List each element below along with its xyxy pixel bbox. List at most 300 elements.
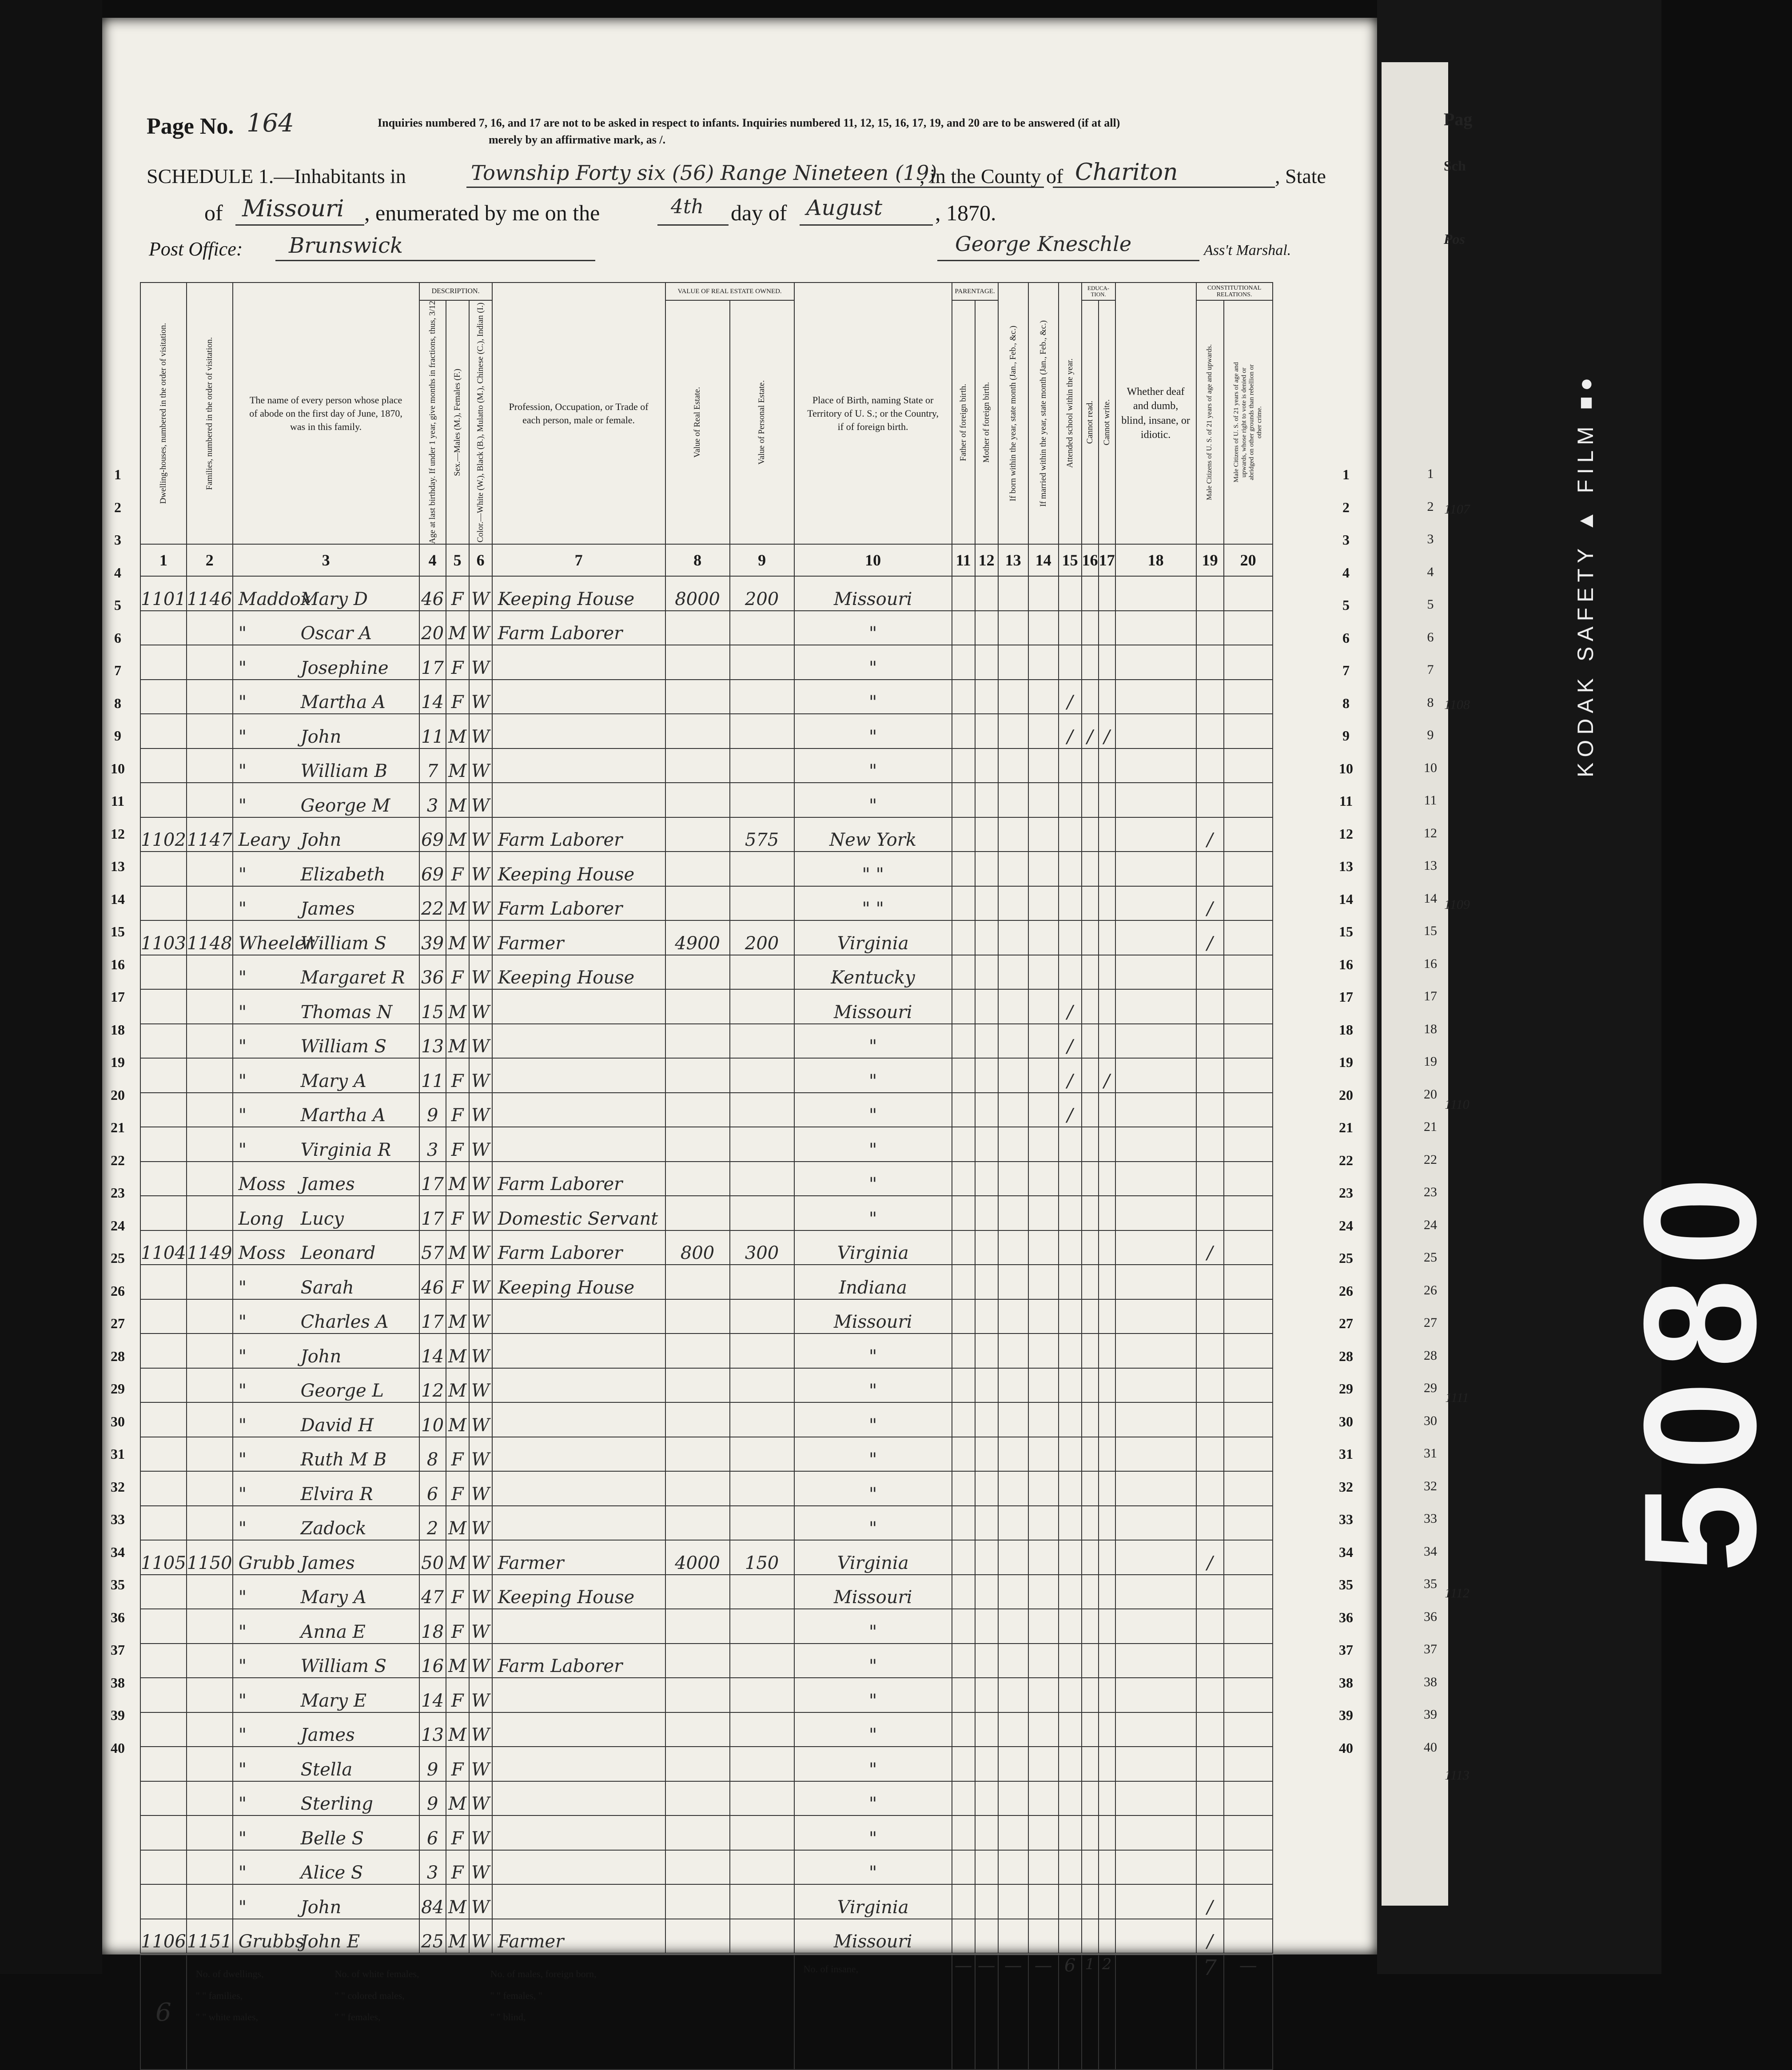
person-name <box>233 852 419 886</box>
enumeration-year: , 1870. <box>935 200 996 225</box>
color: W <box>469 1471 492 1506</box>
occupation <box>492 1334 665 1368</box>
father-foreign <box>952 1334 975 1368</box>
table-row <box>140 989 1273 1024</box>
real-estate-value <box>665 1781 730 1816</box>
sex: F <box>446 576 469 611</box>
cannot-read <box>1082 1884 1099 1919</box>
occupation <box>492 1609 665 1644</box>
attended-school <box>1059 1265 1082 1299</box>
birthplace: " <box>794 611 952 645</box>
cannot-write <box>1099 645 1115 680</box>
sex: F <box>446 852 469 886</box>
occupation: Farm Laborer <box>492 1162 665 1196</box>
color: W <box>469 1540 492 1575</box>
surname: " <box>238 623 247 644</box>
color: W <box>469 1712 492 1747</box>
age: 17 <box>419 645 446 680</box>
table-row <box>140 852 1273 886</box>
family-number <box>187 1368 233 1403</box>
father-foreign <box>952 1884 975 1919</box>
male-citizen <box>1196 576 1224 611</box>
line-number: 11 <box>1339 793 1353 809</box>
father-foreign <box>952 1609 975 1644</box>
vote-denied <box>1224 1644 1273 1678</box>
personal-estate-value <box>730 1644 794 1678</box>
married-month <box>1028 680 1059 714</box>
deaf-blind <box>1115 1678 1196 1712</box>
line-number: 34 <box>111 1544 125 1560</box>
born-month <box>998 1437 1028 1472</box>
occupation <box>492 1884 665 1919</box>
kodak-film-imprint: KODAK SAFETY ▲ FILM ■● <box>1573 372 1598 777</box>
born-month <box>998 817 1028 852</box>
vote-denied <box>1224 680 1273 714</box>
adjacent-line-number: 13 <box>1424 858 1437 873</box>
age: 84 <box>419 1884 446 1919</box>
given-name: William B <box>300 761 388 782</box>
person-name <box>233 1058 419 1093</box>
real-estate-value <box>665 1162 730 1196</box>
cannot-write <box>1099 920 1115 955</box>
occupation <box>492 1747 665 1781</box>
line-number: 30 <box>1339 1413 1353 1429</box>
person-name <box>233 1230 419 1265</box>
deaf-blind <box>1115 1402 1196 1437</box>
age: 14 <box>419 680 446 714</box>
mother-foreign <box>975 1368 998 1403</box>
father-foreign <box>952 1850 975 1885</box>
dwelling-number <box>140 1471 187 1506</box>
table-row <box>140 611 1273 645</box>
birthplace: Virginia <box>794 1884 952 1919</box>
surname: Leary <box>238 830 290 851</box>
attended-school <box>1059 1437 1082 1472</box>
personal-estate-value <box>730 1334 794 1368</box>
color: W <box>469 1644 492 1678</box>
given-name: Anna E <box>300 1621 366 1642</box>
dwelling-number <box>140 1850 187 1885</box>
married-month <box>1028 1265 1059 1299</box>
cannot-read <box>1082 1230 1099 1265</box>
line-number: 5 <box>1342 597 1350 613</box>
vote-denied <box>1224 1093 1273 1127</box>
dwelling-number: 1101 <box>140 576 187 611</box>
of-label: of <box>204 200 223 225</box>
line-number: 8 <box>1342 695 1350 711</box>
occupation <box>492 748 665 783</box>
vote-denied <box>1224 1747 1273 1781</box>
given-name: Virginia R <box>300 1139 391 1160</box>
age: 57 <box>419 1230 446 1265</box>
vote-denied <box>1224 1196 1273 1230</box>
color: W <box>469 1506 492 1541</box>
dwelling-number: 1104 <box>140 1230 187 1265</box>
surname: Grubb <box>238 1552 295 1573</box>
dwelling-number <box>140 748 187 783</box>
married-month <box>1028 852 1059 886</box>
birthplace: " <box>794 1127 952 1162</box>
summary-tally-13: — <box>998 1954 1028 2070</box>
line-number: 7 <box>1342 662 1350 678</box>
cannot-write <box>1099 1334 1115 1368</box>
occupation: Farm Laborer <box>492 1230 665 1265</box>
vote-denied <box>1224 1299 1273 1334</box>
table-row <box>140 886 1273 921</box>
occupation: Farmer <box>492 1540 665 1575</box>
attended-school: / <box>1059 1058 1082 1093</box>
personal-estate-value <box>730 1024 794 1059</box>
father-foreign <box>952 1127 975 1162</box>
table-row <box>140 1196 1273 1230</box>
deaf-blind <box>1115 1850 1196 1885</box>
column-number: 3 <box>233 544 419 576</box>
age: 17 <box>419 1299 446 1334</box>
attended-school <box>1059 1299 1082 1334</box>
line-number: 7 <box>114 662 121 678</box>
vote-denied <box>1224 1884 1273 1919</box>
real-estate-value <box>665 1127 730 1162</box>
color: W <box>469 886 492 921</box>
surname: " <box>238 1725 247 1746</box>
given-name: John <box>300 1346 342 1367</box>
dwelling-number <box>140 1506 187 1541</box>
line-number: 9 <box>1342 728 1350 744</box>
father-foreign <box>952 1575 975 1609</box>
married-month <box>1028 645 1059 680</box>
line-number: 11 <box>111 793 125 809</box>
adjacent-line-number: 4 <box>1427 564 1434 579</box>
personal-estate-value <box>730 1058 794 1093</box>
adjacent-line-number: 25 <box>1424 1250 1437 1265</box>
family-number <box>187 783 233 817</box>
sex: M <box>446 1781 469 1816</box>
line-number: 26 <box>1339 1282 1353 1299</box>
cannot-write <box>1099 1127 1115 1162</box>
cannot-write <box>1099 1093 1115 1127</box>
male-citizen: / <box>1196 1230 1224 1265</box>
cannot-read <box>1082 1712 1099 1747</box>
real-estate-value <box>665 1196 730 1230</box>
vote-denied <box>1224 1506 1273 1541</box>
column-number: 13 <box>998 544 1028 576</box>
given-name: Sarah <box>300 1277 354 1298</box>
line-number: 23 <box>1339 1185 1353 1201</box>
sex: M <box>446 1919 469 1955</box>
line-number: 21 <box>1339 1119 1353 1135</box>
born-month <box>998 1368 1028 1403</box>
county-label: , in the County of <box>920 165 1063 187</box>
line-number: 1 <box>1342 466 1350 482</box>
age: 11 <box>419 714 446 748</box>
surname: " <box>238 864 247 885</box>
occupation <box>492 680 665 714</box>
adjacent-line-number: 30 <box>1424 1413 1437 1428</box>
male-citizen <box>1196 852 1224 886</box>
married-month <box>1028 1299 1059 1334</box>
vote-denied <box>1224 783 1273 817</box>
adjacent-line-number: 28 <box>1424 1348 1437 1363</box>
age: 25 <box>419 1919 446 1955</box>
color: W <box>469 1024 492 1059</box>
cannot-write <box>1099 852 1115 886</box>
cannot-write <box>1099 1471 1115 1506</box>
dwelling-number <box>140 1712 187 1747</box>
schedule-label: SCHEDULE 1.—Inhabitants in <box>147 165 406 187</box>
mother-foreign <box>975 1402 998 1437</box>
sex: M <box>446 1712 469 1747</box>
father-foreign <box>952 1712 975 1747</box>
vote-denied <box>1224 1127 1273 1162</box>
column-number: 17 <box>1099 544 1115 576</box>
sex: F <box>446 1850 469 1885</box>
cannot-write <box>1099 1747 1115 1781</box>
given-name: Elvira R <box>300 1484 373 1505</box>
line-number: 2 <box>114 499 121 515</box>
person-name <box>233 645 419 680</box>
born-month <box>998 1575 1028 1609</box>
personal-estate-value <box>730 886 794 921</box>
color: W <box>469 1162 492 1196</box>
married-month <box>1028 1575 1059 1609</box>
adjacent-line-number: 33 <box>1424 1511 1437 1526</box>
real-estate-value <box>665 645 730 680</box>
male-citizen <box>1196 1747 1224 1781</box>
sex: F <box>446 1093 469 1127</box>
adjacent-dwelling-number: 1111 <box>1445 1390 1469 1405</box>
sex: M <box>446 1540 469 1575</box>
vote-denied <box>1224 748 1273 783</box>
vote-denied <box>1224 1919 1273 1955</box>
cannot-write <box>1099 611 1115 645</box>
deaf-blind <box>1115 989 1196 1024</box>
given-name: Sterling <box>300 1794 373 1815</box>
column-number: 2 <box>187 544 233 576</box>
line-number: 32 <box>1339 1478 1353 1495</box>
line-number: 5 <box>114 597 121 613</box>
mother-foreign <box>975 852 998 886</box>
adjacent-schedule-label: Sch <box>1444 158 1466 174</box>
mother-foreign <box>975 1575 998 1609</box>
line-number: 12 <box>1339 825 1353 842</box>
person-name <box>233 1299 419 1334</box>
family-number <box>187 748 233 783</box>
male-citizen: / <box>1196 920 1224 955</box>
personal-estate-value <box>730 1162 794 1196</box>
column-number: 4 <box>419 544 446 576</box>
born-month <box>998 1162 1028 1196</box>
father-foreign <box>952 1024 975 1059</box>
married-month <box>1028 817 1059 852</box>
occupation <box>492 1093 665 1127</box>
birthplace: " <box>794 1712 952 1747</box>
attended-school <box>1059 1196 1082 1230</box>
color: W <box>469 611 492 645</box>
given-name: Thomas N <box>300 1002 393 1023</box>
born-month <box>998 1093 1028 1127</box>
real-estate-value <box>665 1299 730 1334</box>
real-estate-value <box>665 1402 730 1437</box>
attended-school <box>1059 748 1082 783</box>
cannot-write <box>1099 783 1115 817</box>
surname: " <box>238 967 247 988</box>
personal-estate-value <box>730 714 794 748</box>
color: W <box>469 1368 492 1403</box>
deaf-blind <box>1115 886 1196 921</box>
occupation: Farm Laborer <box>492 886 665 921</box>
line-number: 23 <box>111 1185 125 1201</box>
family-number <box>187 1402 233 1437</box>
table-row <box>140 1471 1273 1506</box>
male-citizen <box>1196 1162 1224 1196</box>
line-number: 34 <box>1339 1544 1353 1560</box>
mother-foreign <box>975 1196 998 1230</box>
surname: " <box>238 795 247 816</box>
vote-denied <box>1224 1815 1273 1850</box>
table-row <box>140 920 1273 955</box>
family-number <box>187 1575 233 1609</box>
personal-estate-value <box>730 989 794 1024</box>
mother-foreign <box>975 1058 998 1093</box>
line-number: 29 <box>111 1381 125 1397</box>
born-month <box>998 1230 1028 1265</box>
cannot-read <box>1082 1024 1099 1059</box>
cannot-read <box>1082 748 1099 783</box>
birthplace: " <box>794 1678 952 1712</box>
attended-school <box>1059 1884 1082 1919</box>
color: W <box>469 714 492 748</box>
given-name: George M <box>300 795 390 816</box>
color: W <box>469 1678 492 1712</box>
sex: F <box>446 1471 469 1506</box>
group-parentage: PARENTAGE. <box>952 283 998 300</box>
age: 50 <box>419 1540 446 1575</box>
surname: " <box>238 1518 247 1539</box>
dwelling-number <box>140 611 187 645</box>
attended-school <box>1059 1609 1082 1644</box>
mother-foreign <box>975 680 998 714</box>
color: W <box>469 748 492 783</box>
group-real-estate: VALUE OF REAL ESTATE OWNED. <box>665 283 794 300</box>
cannot-write <box>1099 1368 1115 1403</box>
real-estate-value <box>665 714 730 748</box>
married-month <box>1028 1471 1059 1506</box>
given-name: William S <box>300 1036 387 1057</box>
table-row <box>140 1644 1273 1678</box>
family-number <box>187 1334 233 1368</box>
surname: " <box>238 1105 247 1126</box>
real-estate-value: 800 <box>665 1230 730 1265</box>
column-number: 14 <box>1028 544 1059 576</box>
cannot-write <box>1099 1712 1115 1747</box>
mother-foreign <box>975 920 998 955</box>
married-month <box>1028 1850 1059 1885</box>
birthplace: " <box>794 1437 952 1472</box>
line-number: 14 <box>1339 891 1353 907</box>
occupation <box>492 1437 665 1472</box>
personal-estate-value <box>730 1747 794 1781</box>
sex: M <box>446 1644 469 1678</box>
given-name: Mary E <box>300 1690 367 1711</box>
sex: F <box>446 1127 469 1162</box>
adjacent-line-number: 2 <box>1427 499 1434 514</box>
cannot-read <box>1082 1644 1099 1678</box>
age: 9 <box>419 1747 446 1781</box>
cannot-write <box>1099 1265 1115 1299</box>
male-citizen: / <box>1196 886 1224 921</box>
birthplace: " <box>794 1471 952 1506</box>
color: W <box>469 1334 492 1368</box>
cannot-read <box>1082 1299 1099 1334</box>
vote-denied <box>1224 576 1273 611</box>
surname: " <box>238 1036 247 1057</box>
real-estate-value <box>665 1575 730 1609</box>
married-month <box>1028 1609 1059 1644</box>
personal-estate-value <box>730 611 794 645</box>
father-foreign <box>952 783 975 817</box>
day-of-label: day of <box>731 200 787 225</box>
vote-denied <box>1224 1024 1273 1059</box>
cannot-read <box>1082 1575 1099 1609</box>
sex: M <box>446 748 469 783</box>
marshal-signature: George Kneschle <box>955 232 1132 256</box>
column-number: 11 <box>952 544 975 576</box>
given-name: Martha A <box>300 692 386 713</box>
deaf-blind <box>1115 1368 1196 1403</box>
personal-estate-value <box>730 783 794 817</box>
born-month <box>998 920 1028 955</box>
vote-denied <box>1224 1230 1273 1265</box>
age: 69 <box>419 852 446 886</box>
sex: M <box>446 1884 469 1919</box>
reel-number: 5080 <box>1611 1163 1789 1572</box>
mother-foreign <box>975 1644 998 1678</box>
column-number: 8 <box>665 544 730 576</box>
line-number: 1 <box>114 466 121 482</box>
father-foreign <box>952 989 975 1024</box>
cannot-read <box>1082 989 1099 1024</box>
born-month <box>998 1299 1028 1334</box>
real-estate-value <box>665 1368 730 1403</box>
given-name: Elizabeth <box>300 864 386 885</box>
attended-school: / <box>1059 1093 1082 1127</box>
occupation: Farm Laborer <box>492 817 665 852</box>
vote-denied <box>1224 817 1273 852</box>
deaf-blind <box>1115 748 1196 783</box>
cannot-read <box>1082 1437 1099 1472</box>
cannot-write <box>1099 680 1115 714</box>
cannot-write: / <box>1099 1058 1115 1093</box>
birthplace: Missouri <box>794 989 952 1024</box>
surname: " <box>238 1794 247 1815</box>
born-month <box>998 1678 1028 1712</box>
cannot-write <box>1099 1402 1115 1437</box>
birthplace: " <box>794 1644 952 1678</box>
cannot-read <box>1082 645 1099 680</box>
given-name: James <box>300 1552 355 1573</box>
attended-school: / <box>1059 989 1082 1024</box>
color: W <box>469 1850 492 1885</box>
line-number: 27 <box>111 1315 125 1331</box>
married-month <box>1028 1747 1059 1781</box>
summary-white-females-label: No. of white females, <box>335 1968 419 1980</box>
real-estate-value <box>665 1609 730 1644</box>
birthplace: Virginia <box>794 920 952 955</box>
dwelling-number <box>140 989 187 1024</box>
dwelling-number: 1102 <box>140 817 187 852</box>
sex: F <box>446 1437 469 1472</box>
dwelling-number <box>140 1575 187 1609</box>
